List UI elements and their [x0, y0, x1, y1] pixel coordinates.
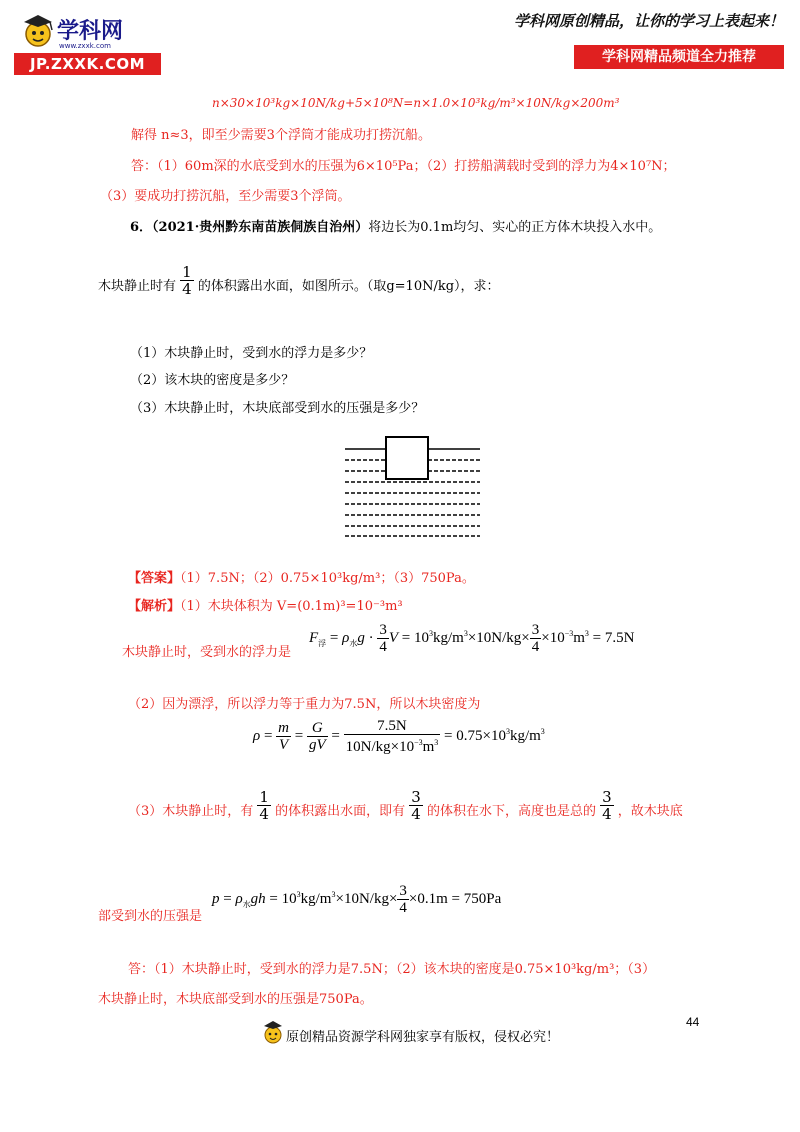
- prev-equation: n×30×10³kg×10N/kg+5×10⁸N=n×1.0×10³kg/m³×10N/kg×200m³: [212, 96, 620, 110]
- analysis-part1: （1）木块体积为 V=(0.1m)³=10⁻³m³: [180, 599, 403, 614]
- part3-d: ，故木块底: [617, 804, 683, 819]
- part3-frac2-den: 4: [411, 805, 421, 823]
- floating-block-figure: [345, 433, 485, 543]
- part3-frac2-num: 3: [411, 788, 421, 806]
- mascot-icon: [262, 1018, 284, 1048]
- header-banner: 学科网精品频道全力推荐: [574, 45, 784, 69]
- prev-solve: 解得 n≈3，即至少需要3个浮筒才能成功打捞沉船。: [131, 128, 431, 143]
- stem-pre: 木块静止时有: [98, 279, 177, 294]
- logo-subtext: www.zxxk.com: [59, 42, 111, 50]
- part2-text: （2）因为漂浮，所以浮力等于重力为7.5N，所以木块密度为: [128, 697, 481, 712]
- footer-copyright: 原创精品资源学科网独家享有版权，侵权必究！: [286, 1030, 560, 1045]
- final-answer-line2: 木块静止时，木块底部受到水的压强是750Pa。: [98, 992, 373, 1007]
- answer-line: [128, 567, 475, 586]
- problem-heading: [130, 216, 661, 235]
- header-slogan: 学科网原创精品，让你的学习上表起来！: [513, 12, 784, 30]
- part3-a: （3）木块静止时，有: [128, 804, 254, 819]
- fraction-one-quarter: [180, 264, 194, 297]
- mascot-icon: [18, 10, 58, 50]
- answer-text: （1）7.5N；（2）0.75×10³kg/m³；（3）750Pa。: [180, 571, 475, 586]
- zxxk-logo: [14, 6, 164, 74]
- prev-answer-line2: （3）要成功打捞沉船，至少需要3个浮筒。: [100, 189, 351, 204]
- question-2: （2）该木块的密度是多少？: [130, 373, 295, 388]
- frac-num: 1: [182, 263, 192, 281]
- part3-frac3-num: 3: [602, 788, 612, 806]
- part3-c: 的体积在水下，高度也是总的: [426, 804, 596, 819]
- part3-line: [128, 788, 683, 828]
- answer-tag: 【答案】: [128, 571, 181, 586]
- part3-b: 的体积露出水面，即有: [275, 804, 406, 819]
- analysis-tag: 【解析】: [128, 599, 181, 614]
- part3-frac1-den: 4: [259, 805, 269, 823]
- part3-frac1-num: 1: [259, 788, 269, 806]
- final-answer-line1: 答：（1）木块静止时，受到水的浮力是7.5N；（2）该木块的密度是0.75×10³kg/m³；（3）: [128, 962, 656, 977]
- logo-url: JP.ZXXK.COM: [14, 53, 161, 75]
- question-1: （1）木块静止时，受到水的浮力是多少？: [130, 346, 373, 361]
- density-formula: ρ = $\frac{m}{V}$ = $\frac{G}{gV}$ = $\frac{7.5N}{10N/kg\times 10^{-3}m^3}$ = $0.75\times 10^3kg/m^3$: [253, 718, 545, 755]
- analysis-line: [128, 595, 403, 614]
- part3-frac3-den: 4: [602, 805, 612, 823]
- pressure-formula: $p = \rho_水gh = 10^3kg/m^3\times 10N/kg\times$ $\frac{3}{4}$ ×0.1m = 750Pa: [212, 883, 502, 916]
- question-3: （3）木块静止时，木块底部受到水的压强是多少？: [130, 401, 425, 416]
- buoyancy-formula: $F_浮 = \rho_水g$ · $\frac{3}{4}$ $V = 10^3kg/m^3\times 10N/kg\times$ $\frac{3}{4}$ $\times 10^{-3}m^3 = 7.5N$: [309, 622, 635, 655]
- prev-answer-line1: 答：（1）60m深的水底受到水的压强为6×10⁵Pa；（2）打捞船满载时受到的浮力为4×10⁷N；: [131, 159, 676, 174]
- page-number: 44: [686, 1015, 700, 1029]
- buoyancy-label: 木块静止时，受到水的浮力是: [122, 645, 292, 660]
- problem-stem-1: 将边长为0.1m均匀、实心的正方体木块投入水中。: [368, 220, 662, 235]
- problem-stem-2: [98, 263, 500, 303]
- wooden-block: [386, 437, 428, 479]
- logo-text: 学科网: [57, 19, 124, 44]
- stem-post: 的体积露出水面，如图所示。（取g=10N/kg），求：: [197, 279, 500, 294]
- frac-den: 4: [182, 280, 192, 298]
- pressure-label: 部受到水的压强是: [98, 909, 203, 924]
- problem-source: 6．（2021·贵州黔东南苗族侗族自治州）: [130, 220, 369, 235]
